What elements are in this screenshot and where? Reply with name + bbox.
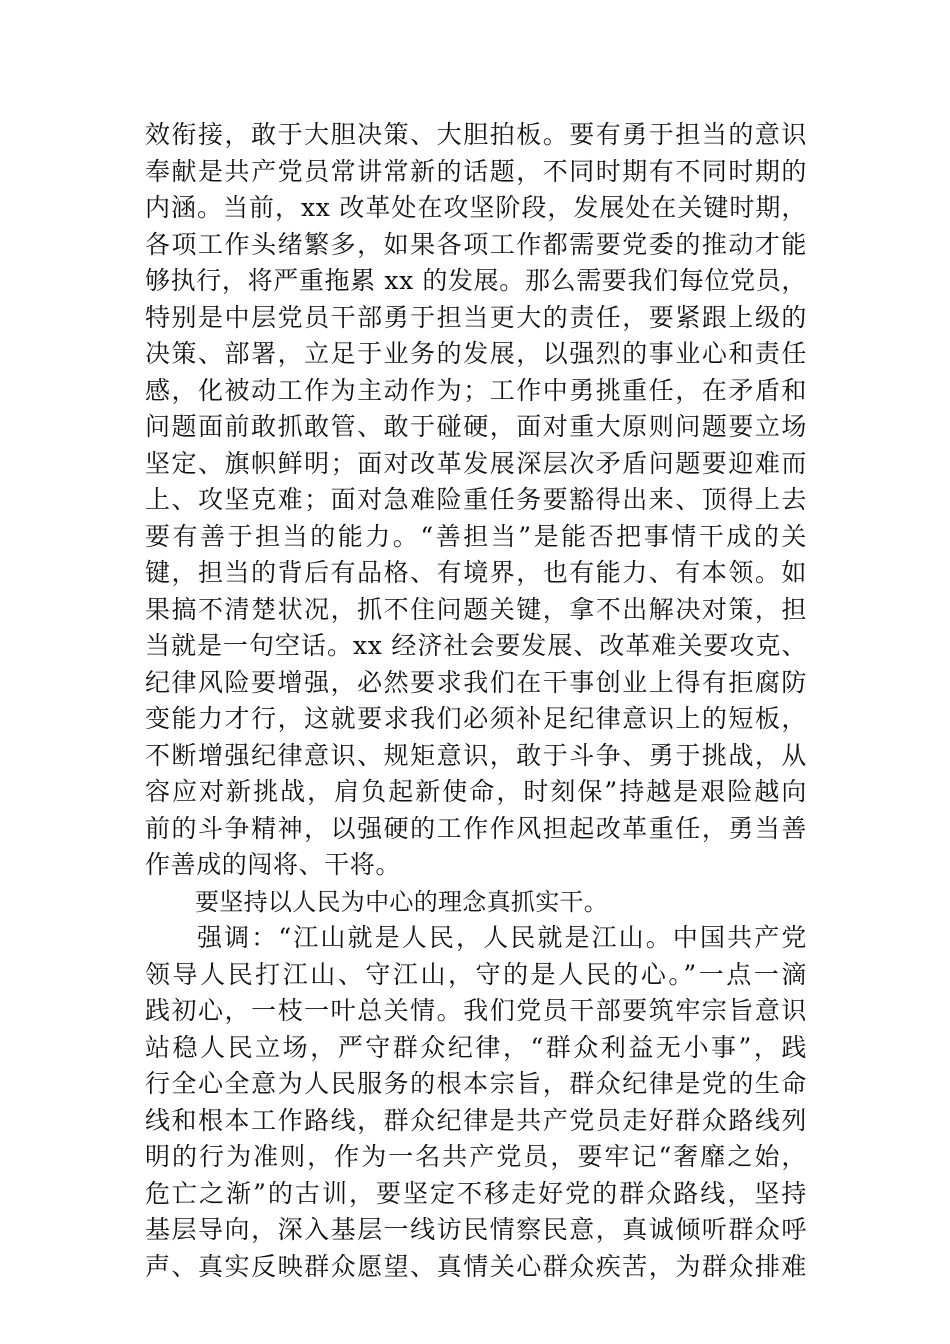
paragraph-line: 上、攻坚克难；面对急难险重任务要豁得出来、顶得上去 — [145, 485, 807, 514]
paragraph-line: 线和根本工作路线，群众纪律是共产党员走好群众路线列 — [145, 1105, 807, 1135]
paragraph-line: 各项工作头绪繁多，如果各项工作都需要党委的推动才能 — [145, 229, 807, 259]
paragraph-line: 领导人民打江山、守江山，守的是人民的心。”一点一滴 — [145, 959, 807, 989]
paragraph-line: 变能力才行，这就要求我们必须补足纪律意识上的短板， — [145, 704, 807, 733]
paragraph-line: 前的斗争精神，以强硬的工作作风担起改革重任，勇当善 — [145, 813, 807, 843]
paragraph-line: 声、真实反映群众愿望、真情关心群众疾苦，为群众排难 — [145, 1251, 807, 1281]
paragraph-line: 特别是中层党员干部勇于担当更大的责任，要紧跟上级的 — [145, 302, 807, 332]
paragraph-line: 奉献是共产党员常讲常新的话题，不同时期有不同时期的 — [145, 156, 807, 186]
document-body — [145, 117, 807, 1285]
paragraph-line: 站稳人民立场，严守群众纪律，“群众利益无小事”，践 — [145, 1032, 807, 1062]
paragraph-line: 问题面前敢抓敢管、敢于碰硬，面对重大原则问题要立场 — [145, 412, 807, 441]
paragraph-line: 作善成的闯将、干将。 — [145, 850, 402, 879]
paragraph-line: 当就是一句空话。xx 经济社会要发展、改革难关要攻克、 — [145, 631, 807, 660]
paragraph-line: 纪律风险要增强，必然要求我们在干事创业上得有拒腐防 — [145, 667, 807, 697]
paragraph-line: 强调：“江山就是人民，人民就是江山。中国共产党 — [197, 923, 807, 952]
paragraph-line: 够执行，将严重拖累 xx 的发展。那么需要我们每位党员， — [145, 266, 807, 295]
paragraph-line: 要有善于担当的能力。“善担当”是能否把事情干成的关 — [145, 521, 807, 551]
paragraph-line: 键，担当的背后有品格、有境界，也有能力、有本领。如 — [145, 558, 807, 587]
paragraph-line: 危亡之渐”的古训，要坚定不移走好党的群众路线，坚持 — [145, 1178, 807, 1208]
paragraph-line: 效衔接，敢于大胆决策、大胆拍板。要有勇于担当的意识 — [145, 120, 807, 149]
paragraph-line: 践初心，一枝一叶总关情。我们党员干部要筑牢宗旨意识 — [145, 996, 807, 1025]
paragraph-line: 果搞不清楚状况，抓不住问题关键，拿不出解决对策，担 — [145, 594, 807, 624]
paragraph-line: 坚定、旗帜鲜明；面对改革发展深层次矛盾问题要迎难而 — [145, 448, 807, 478]
paragraph-line: 明的行为准则，作为一名共产党员，要牢记“奢靡之始， — [145, 1142, 807, 1171]
paragraph-line: 内涵。当前，xx 改革处在攻坚阶段，发展处在关键时期， — [145, 193, 807, 222]
paragraph-line: 决策、部署，立足于业务的发展，以强烈的事业心和责任 — [145, 339, 807, 368]
paragraph-line: 基层导向，深入基层一线访民情察民意，真诚倾听群众呼 — [145, 1215, 807, 1244]
paragraph-line: 感，化被动工作为主动作为；工作中勇挑重任，在矛盾和 — [145, 375, 807, 405]
section-heading: 要坚持以人民为中心的理念真抓实干。 — [195, 887, 609, 916]
paragraph-line: 不断增强纪律意识、规矩意识，敢于斗争、勇于挑战，从 — [145, 740, 807, 770]
paragraph-line: 行全心全意为人民服务的根本宗旨，群众纪律是党的生命 — [145, 1069, 807, 1098]
paragraph-line: 容应对新挑战，肩负起新使命，时刻保”持越是艰险越向 — [145, 777, 807, 806]
